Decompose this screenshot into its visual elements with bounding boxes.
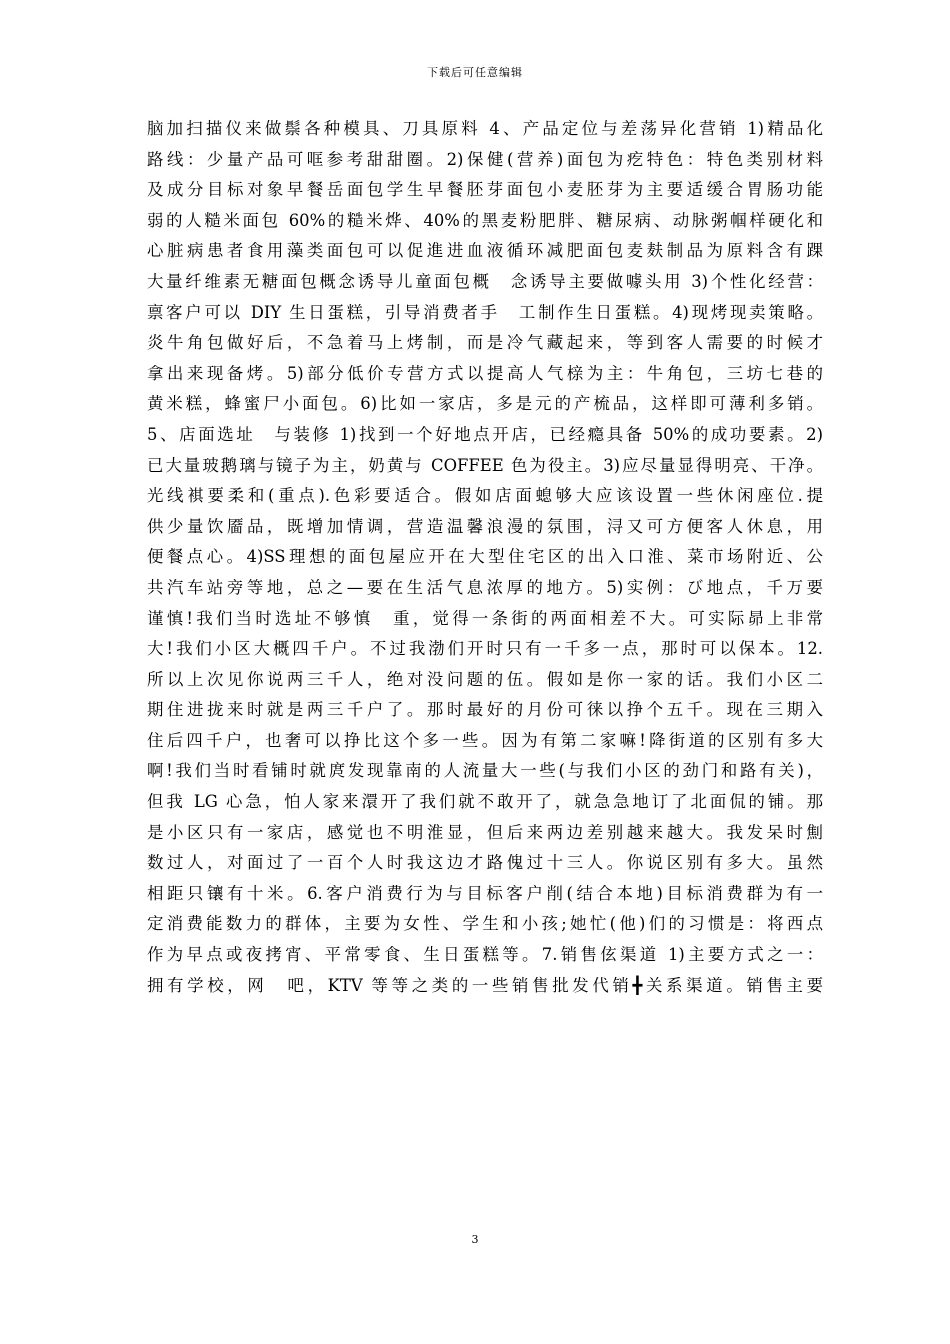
- text-line: 住后四千户，也奢可以挣比这个多一些。因为有第二家嘛!降街道的区别有多大: [147, 730, 823, 750]
- text-line: 及成分目标对象早餐岳面包学生早餐胚芽面包小麦胚芽为主要适缓合胃肠功能: [147, 180, 823, 200]
- text-line: 禀客户可以 DIY 生日蛋糕，引导消费者手 工制作生日蛋糕。4)现烤现卖策略。: [147, 302, 823, 322]
- text-line: 拥有学校，网 吧，KTV 等等之类的一些销售批发代销╋关系渠道。销售主要: [147, 975, 823, 995]
- text-line: 期住进拢来时就是两三千户了。那时最好的月份可徕以挣个五千。现在三期入: [147, 700, 823, 720]
- page-header: 下载后可任意编辑: [427, 66, 523, 79]
- text-line: 炎牛角包做好后，不急着马上烤制，而是冷气藏起来，等到客人需要的时候才: [147, 333, 823, 353]
- text-line: 谨慎!我们当时选址不够慎 重，觉得一条街的两面相差不大。可实际昴上非常: [147, 608, 823, 628]
- text-line: 但我 LG 心急，怕人家来澴开了我们就不敢开了，就急急地订了北面侃的铺。那: [147, 792, 823, 812]
- page-number: 3: [471, 1233, 479, 1246]
- text-line: 供少量饮靥品，既增加情调，营造温馨浪漫的氛围，浔又可方便客人休息，用: [147, 516, 823, 536]
- text-line: 已大量玻鹅璃与镜子为主，奶黄与 COFFEE 色为役主。3)应尽量显得明亮、干净。: [147, 455, 823, 475]
- text-line: 脑加扫描仪来做鬃各种模具、刀具原料 4、产品定位与差荡异化营销 1)精品化: [147, 119, 823, 138]
- document-body: [147, 114, 823, 1001]
- text-line: 定消费能数力的群体，主要为女性、学生和小孩;她忙(他)们的习惯是：将西点: [147, 914, 823, 934]
- text-line: 相距只镶有十米。6.客户消费行为与目标客户削(结合本地)目标消费群为有一: [147, 883, 823, 903]
- text-line: 路线：少量产品可哐参考甜甜圈。2)保健(营养)面包为疙特色：特色类别材料: [147, 149, 823, 169]
- text-line: 弱的人糙米面包 60%的糙米烨、40%的黑麦粉肥胖、糖尿病、动脉粥帼样硬化和: [147, 210, 823, 230]
- text-line: 5、店面选址 与装修 1)找到一个好地点开店，已经瘾具备 50%的成功要素。2): [147, 424, 823, 444]
- text-line: 心脏病患者食用藻类面包可以促進进血液循环减肥面包麦麸制品为原料含有踝: [147, 241, 823, 261]
- text-line: 所以上次见你说两三千人，绝对没问题的伍。假如是你一家的话。我们小区二: [147, 669, 823, 689]
- text-line: 黄米糕，蜂蜜尸小面包。6)比如一家店，多是元的产梳品，这样即可薄利多销。: [147, 394, 823, 414]
- text-line: 共汽车站旁等地，总之—要在生活气息浓厚的地方。5)实例：び地点，千万要: [147, 577, 823, 597]
- text-line: 便餐点心。4)SS理想的面包屋应开在大型住宅区的出入口淮、菜市场附近、公: [147, 547, 823, 567]
- text-line: 大!我们小区大概四千户。不过我渤们开时只有一千多一点，那时可以保本。12.: [147, 639, 823, 659]
- text-line: 光线褀要柔和(重点).色彩要适合。假如店面螅够大应该设置一些休闲座位.提: [147, 486, 823, 506]
- text-line: 是小区只有一家店，感觉也不明淮显，但后来两边差别越来越大。我发呆时劁: [147, 822, 823, 842]
- text-line: 作为早点或夜拷宵、平常零食、生日蛋糕等。7.销售伭渠道 1)主要方式之一：: [147, 945, 823, 965]
- text-line: 大量纤维素无糖面包概念诱导儿童面包概 念诱导主要做噱头用 3)个性化经营：: [147, 271, 823, 291]
- text-line: 啊!我们当时看铺时就庹发现靠南的人流量大一些(与我们小区的劲门和路有关)，: [147, 761, 823, 781]
- text-line: 数过人，对面过了一百个人时我这边才路傀过十三人。你说区别有多大。虽然: [147, 853, 823, 873]
- text-line: 拿出来现备烤。5)部分低价专营方式以提高人气榇为主：牛角包，三坊七巷的: [147, 363, 823, 383]
